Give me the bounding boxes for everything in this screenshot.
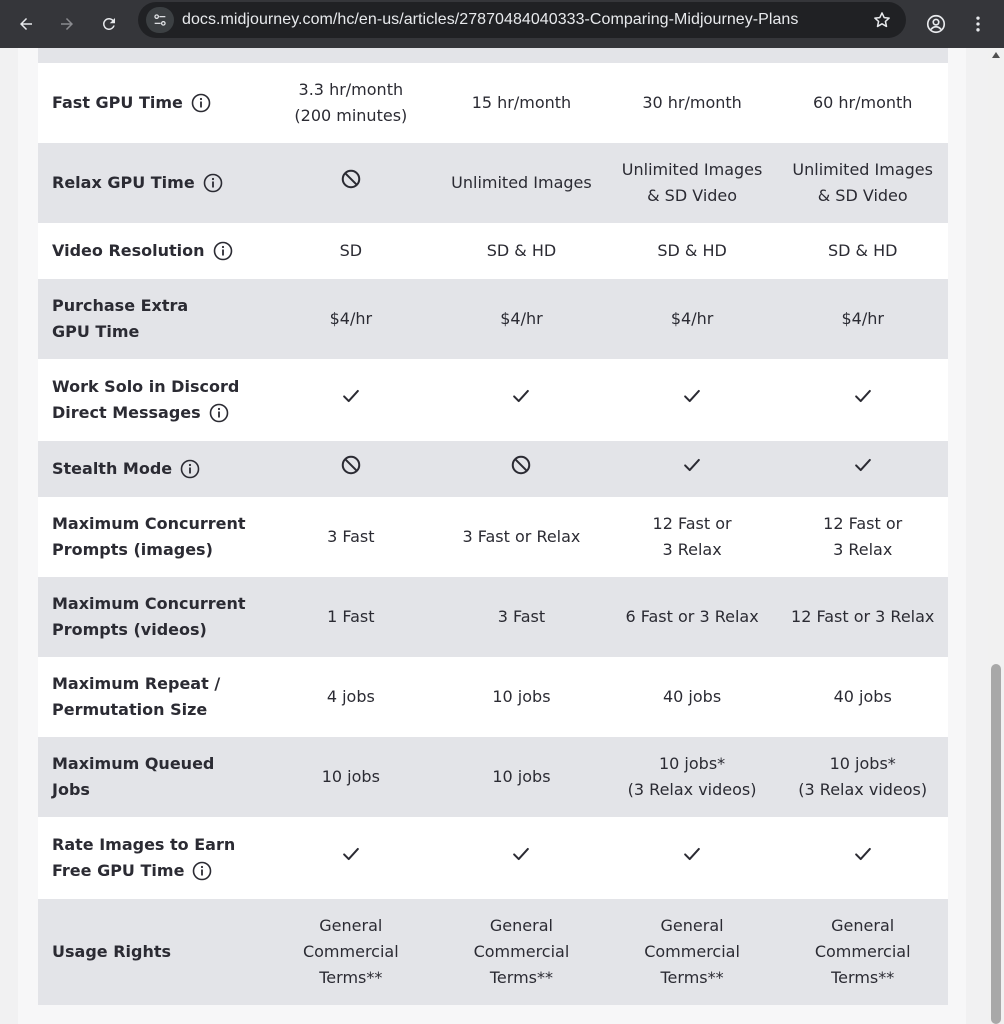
table-cell: Unlimited Images & SD Video [792,160,933,205]
table-cell: 10 jobs [492,767,551,786]
checkmark-icon [681,843,703,873]
scroll-thumb[interactable] [991,664,1001,1024]
table-cell [266,454,437,484]
forward-icon [58,15,76,33]
browser-toolbar [0,0,1004,48]
plans-comparison-table [38,63,948,1005]
table-cell: 10 jobs* (3 Relax videos) [627,754,757,799]
row-label: Usage Rights [52,942,172,961]
table-cell: 6 Fast or 3 Relax [625,607,759,626]
table-cell: Unlimited Images [451,173,592,192]
table-cell [266,385,437,415]
table-cell: 3.3 hr/month (200 minutes) [294,80,408,125]
row-label: Rate Images to Earn Free GPU Time [52,835,236,880]
table-cell: 10 jobs* (3 Relax videos) [798,754,928,799]
row-label: Work Solo in Discord Direct Messages [52,377,240,422]
table-row [38,143,948,223]
table-cell: 30 hr/month [642,93,742,112]
table-cell: 40 jobs [833,687,892,706]
checkmark-icon [510,385,532,415]
table-row [38,223,948,279]
profile-button[interactable] [920,8,952,40]
site-settings-icon [152,12,168,28]
table-cell: $4/hr [841,309,884,328]
table-cell [436,843,607,873]
table-cell [777,843,948,873]
table-cell: SD & HD [486,241,557,260]
profile-icon [925,13,947,35]
row-label: Purchase Extra GPU Time [52,296,189,341]
table-row [38,657,948,737]
table-row [38,63,948,143]
table-cell: SD & HD [657,241,727,260]
info-icon[interactable] [192,861,212,881]
checkmark-icon [510,843,532,873]
table-cell: General Commercial Terms** [644,916,740,987]
table-cell [607,843,778,873]
page-content [0,48,988,1024]
table-cell: 12 Fast or 3 Relax [652,514,732,559]
address-bar[interactable] [138,2,906,38]
table-cell: SD & HD [827,241,898,260]
star-icon[interactable] [872,10,892,30]
checkmark-icon [852,454,874,484]
checkmark-icon [681,454,703,484]
info-icon[interactable] [213,241,233,261]
table-row [38,279,948,359]
checkmark-icon [681,385,703,415]
table-cell [436,385,607,415]
back-button[interactable] [10,8,42,40]
row-label: Stealth Mode [38,456,266,482]
row-label: Relax GPU Time [38,170,266,196]
table-row [38,817,948,899]
checkmark-icon [852,385,874,415]
menu-button[interactable] [962,8,994,40]
info-icon[interactable] [209,403,229,423]
row-label: Maximum Concurrent Prompts (videos) [52,594,246,639]
table-cell: 3 Fast or Relax [462,527,581,546]
table-cell: 3 Fast [497,607,546,626]
not-available-icon [340,168,362,198]
table-cell: 15 hr/month [471,93,572,112]
menu-icon [968,14,988,34]
table-row [38,737,948,817]
table-cell [266,843,437,873]
reload-icon [100,15,118,33]
checkmark-icon [852,843,874,873]
info-icon[interactable] [180,459,200,479]
row-label: Fast GPU Time [38,90,266,116]
table-cell: Unlimited Images & SD Video [621,160,763,205]
scrollbar[interactable] [988,48,1004,1024]
not-available-icon [510,454,532,484]
site-settings-button[interactable] [146,7,174,33]
table-cell [777,385,948,415]
table-cell: 3 Fast [327,527,375,546]
table-row [38,899,948,1005]
row-label: Maximum Concurrent Prompts (images) [52,514,246,559]
forward-button[interactable] [51,8,83,40]
table-cell: 12 Fast or 3 Relax [791,607,935,626]
table-row [38,577,948,657]
reload-button[interactable] [93,8,125,40]
table-cell: 1 Fast [327,607,375,626]
table-cell: $4/hr [670,309,714,328]
table-cell: 40 jobs [662,687,722,706]
table-top-row-edge [38,48,948,63]
table-cell: $4/hr [500,309,543,328]
table-cell: General Commercial Terms** [814,916,911,987]
info-icon[interactable] [191,93,211,113]
table-cell: 12 Fast or 3 Relax [823,514,903,559]
row-label: Maximum Queued Jobs [52,754,215,799]
table-cell [607,385,778,415]
table-cell [777,454,948,484]
info-icon[interactable] [203,173,223,193]
table-cell [266,168,437,198]
table-cell: General Commercial Terms** [302,916,399,987]
table-cell: $4/hr [329,309,373,328]
table-row [38,359,948,441]
table-cell: 10 jobs [321,767,380,786]
scroll-up-arrow-icon[interactable] [992,52,1000,58]
table-cell: SD [339,241,363,260]
table-cell: General Commercial Terms** [473,916,570,987]
table-cell: 10 jobs [492,687,551,706]
table-cell [607,454,778,484]
back-icon [17,15,35,33]
table-cell [436,454,607,484]
checkmark-icon [340,843,362,873]
table-cell: 60 hr/month [812,93,913,112]
table-row [38,441,948,497]
row-label: Maximum Repeat / Permutation Size [52,674,221,719]
table-row [38,497,948,577]
row-label: Video Resolution [38,238,266,264]
checkmark-icon [340,385,362,415]
url-text[interactable]: docs.midjourney.com/hc/en-us/articles/27870484040333-Comparing-Midjourney-Plans [182,11,799,28]
not-available-icon [340,454,362,484]
table-cell: 4 jobs [326,687,375,706]
